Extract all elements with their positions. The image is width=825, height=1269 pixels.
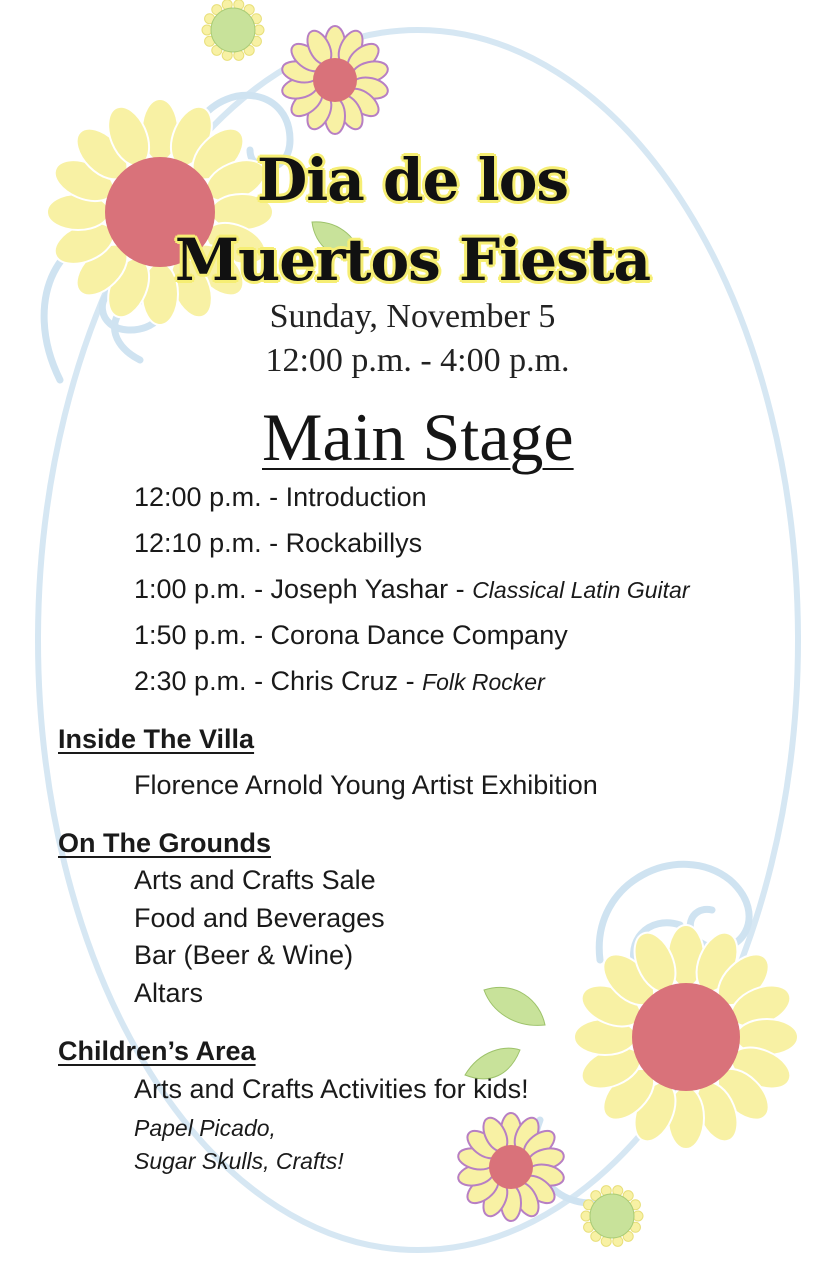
schedule-item — [134, 666, 545, 697]
event-time: 12:00 p.m. - 4:00 p.m. — [265, 342, 570, 379]
schedule-item — [134, 574, 690, 605]
flower-large-bottom-right — [574, 925, 798, 1149]
inside-villa-heading: Inside The Villa — [58, 724, 255, 754]
schedule-time-act: 1:00 p.m. - Joseph Yashar - — [134, 574, 473, 604]
schedule-genre: Classical Latin Guitar — [472, 577, 690, 603]
flower-dot-bottom — [581, 1186, 643, 1247]
flower-dot-top — [202, 0, 264, 60]
list-item: Bar (Beer & Wine) — [134, 940, 354, 970]
schedule-time-act: 12:10 p.m. - Rockabillys — [134, 528, 423, 558]
event-date: Sunday, November 5 — [269, 298, 556, 335]
list-item: Food and Beverages — [134, 903, 385, 933]
schedule-genre: Folk Rocker — [422, 669, 545, 695]
list-item: Florence Arnold Young Artist Exhibition — [134, 770, 598, 800]
main-stage-heading: Main Stage — [262, 399, 574, 475]
flower-small-bottom — [456, 1113, 566, 1221]
schedule-time-act: 12:00 p.m. - Introduction — [134, 482, 427, 512]
schedule-item — [134, 528, 422, 559]
schedule-time-act: 1:50 p.m. - Corona Dance Company — [134, 620, 568, 650]
note-line: Papel Picado, — [134, 1115, 276, 1141]
on-grounds-heading: On The Grounds — [58, 828, 271, 858]
note-line: Sugar Skulls, Crafts! — [134, 1148, 344, 1174]
title-line-1: Dia de los — [256, 146, 569, 214]
list-item: Altars — [134, 978, 204, 1008]
flower-small-top — [280, 26, 390, 134]
list-item: Arts and Crafts Activities for kids! — [134, 1074, 529, 1104]
list-item: Arts and Crafts Sale — [134, 865, 376, 895]
schedule-item — [134, 620, 568, 651]
title-line-2: Muertos Fiesta — [174, 226, 651, 294]
schedule-time-act: 2:30 p.m. - Chris Cruz - — [134, 666, 423, 696]
childrens-area-heading: Children’s Area — [58, 1036, 256, 1066]
schedule-item — [134, 482, 427, 513]
